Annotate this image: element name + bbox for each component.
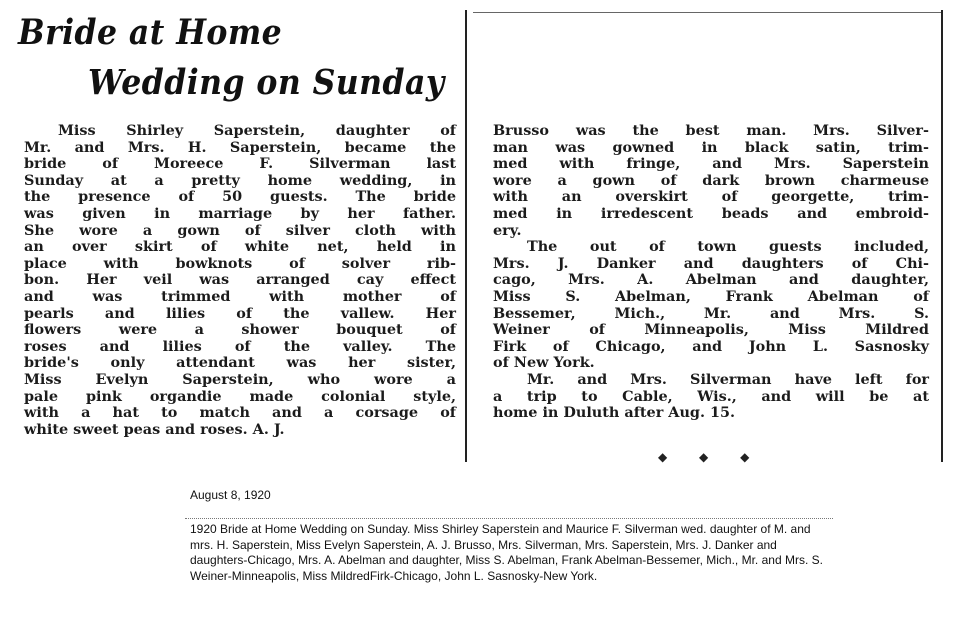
article-line: The out of town guests included, <box>527 238 929 256</box>
article-line: She wore a gown of silver cloth with <box>24 221 456 239</box>
article-line: roses and lilies of the valley. The <box>24 337 456 355</box>
article-line: Miss S. Abelman, Frank Abelman of <box>493 287 929 305</box>
caption-divider <box>185 518 833 519</box>
end-ornament: ◆ ◆ ◆ <box>658 450 764 464</box>
article-line: place with bowknots of solver rib- <box>24 254 456 272</box>
article-line: cago, Mrs. A. Abelman and daughter, <box>493 271 929 289</box>
article-line: an over skirt of white net, held in <box>24 238 456 256</box>
article-line: Sunday at a pretty home wedding, in <box>24 171 456 189</box>
article-line: med in irredescent beads and embroid- <box>493 204 929 222</box>
headline-top-rule <box>473 12 941 13</box>
article-line: Mr. and Mrs. Silverman have left for <box>527 370 929 388</box>
article-line: Firk of Chicago, and John L. Sasnosky <box>493 337 929 355</box>
column-divider-rule <box>465 10 467 462</box>
article-line: of New York. <box>493 354 595 372</box>
article-line: the presence of 50 guests. The bride <box>24 188 456 206</box>
article-line: with a hat to match and a corsage of <box>24 404 456 422</box>
article-column-left <box>24 123 456 438</box>
article-line: with an overskirt of georgette, trim- <box>493 188 929 206</box>
article-line: Brusso was the best man. Mrs. Silver- <box>493 122 929 139</box>
article-column-right <box>493 123 929 422</box>
article-line: was given in marriage by her father. <box>24 204 456 222</box>
headline-line-1: Bride at Home <box>18 12 283 53</box>
article-line: and was trimmed with mother of <box>24 287 456 305</box>
article-line: home in Duluth after Aug. 15. <box>493 404 736 422</box>
article-line: bon. Her veil was arranged cay effect <box>24 271 456 289</box>
right-edge-rule <box>941 10 943 462</box>
article-line: ery. <box>493 221 522 239</box>
article-line: man was gowned in black satin, trim- <box>493 138 929 156</box>
article-line: Miss Evelyn Saperstein, who wore a <box>24 370 456 388</box>
article-line: pale pink organdie made colonial style, <box>24 387 456 405</box>
article-line: Mrs. J. Danker and daughters of Chi- <box>493 254 929 272</box>
article-line: wore a gown of dark brown charmeuse <box>493 171 929 189</box>
article-line: flowers were a shower bouquet of <box>24 321 456 339</box>
article-line: bride's only attendant was her sister, <box>24 354 456 372</box>
article-line: Mr. and Mrs. H. Saperstein, became the <box>24 138 456 156</box>
article-line: med with fringe, and Mrs. Saperstein <box>493 155 929 173</box>
article-line: bride of Moreece F. Silverman last <box>24 155 456 173</box>
article-line: Bessemer, Mich., Mr. and Mrs. S. <box>493 304 929 322</box>
article-line: a trip to Cable, Wis., and will be at <box>493 387 929 405</box>
article-line: pearls and lilies of the vallew. Her <box>24 304 456 322</box>
article-line: white sweet peas and roses. A. J. <box>24 420 285 438</box>
clipping-date: August 8, 1920 <box>190 488 271 502</box>
headline-line-2: Wedding on Sunday <box>88 62 445 103</box>
article-line: Miss Shirley Saperstein, daughter of <box>58 122 456 139</box>
clipping-caption: 1920 Bride at Home Wedding on Sunday. Miss Shirley Saperstein and Maurice F. Silverman wed. daughter of M. and mrs. H. Saperstein, Miss Evelyn Saperstein, A. J. Brusso, Mrs. Silverman, Mrs. Saperstein, Mrs. J. Danker and daughters-Chicago, Mrs. A. Abelman and daughter, Miss S. Abelman, Frank Abelman-Bessemer, Mich., Mr. and Mrs. S. Weiner-Minneapolis, Miss MildredFirk-Chicago, John L. Sasnosky-New York. <box>190 522 823 583</box>
article-line: Weiner of Minneapolis, Miss Mildred <box>493 321 929 339</box>
